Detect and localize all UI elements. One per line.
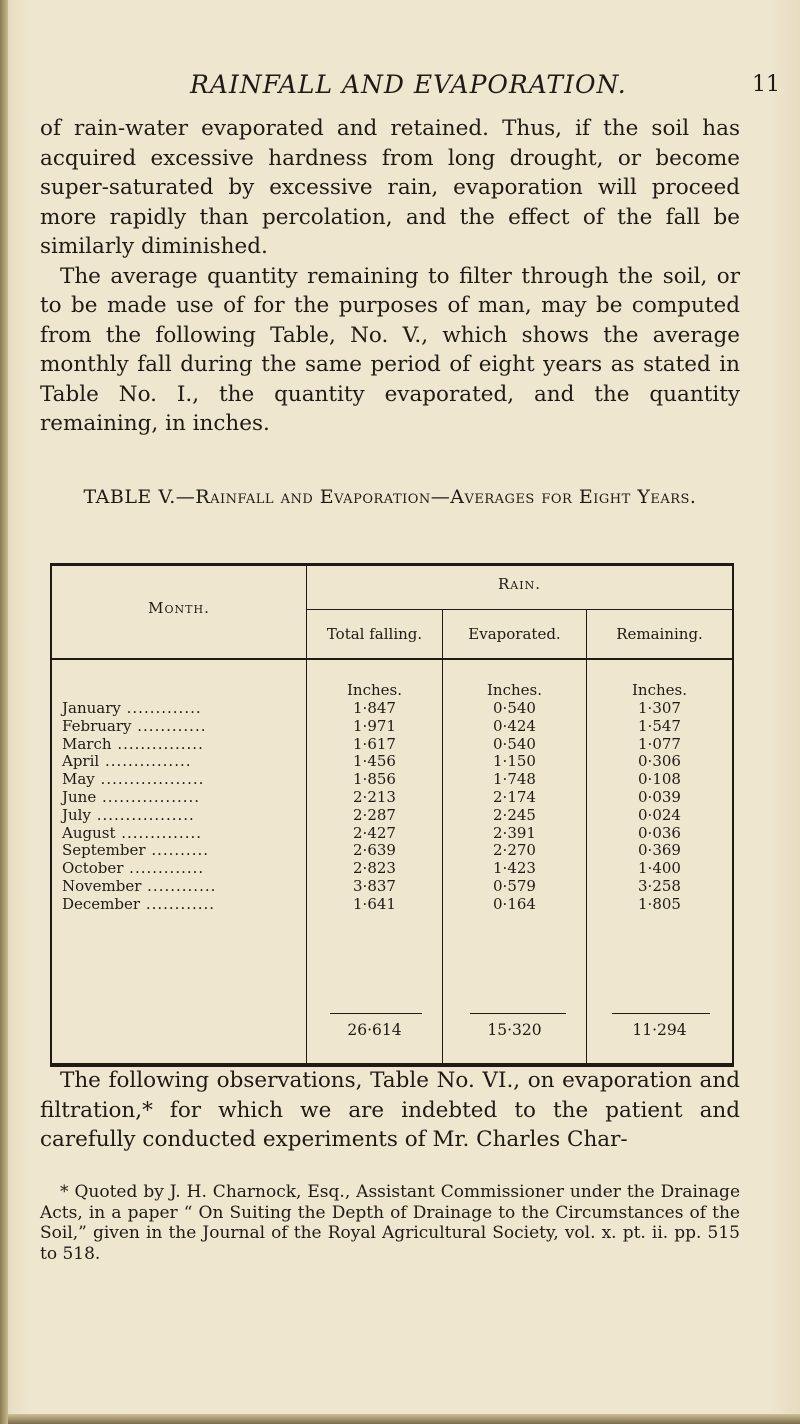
month-cell [62,825,302,843]
remaining-cell: 1·077 [638,734,681,753]
evaporated-cell: 1·748 [493,770,536,789]
total-falling-cell: 1·847 [353,699,396,717]
total-falling-cell: 2·427 [353,823,396,842]
month-column [62,680,302,914]
following-paragraph: The following observations, Table No. VI., on evaporation and filtration,* for which we are indebted to the patient and carefully conducted experiments of Mr. Charles Char- [40,1068,740,1152]
evaporated-sum: 15·320 [487,1021,542,1039]
month-cell [62,896,302,914]
remaining-unit: Inches. [632,681,687,699]
month-cell [62,736,302,754]
remaining-cell: 0·024 [638,805,681,824]
month-column-spacer [62,680,302,700]
evaporated-cell: 1·150 [493,752,536,771]
paragraph-2: The average quantity remaining to filter through the soil, or to be made use of for the purposes of man, may be computed from the following Table, No. V., which shows the average monthly fall during the same period of eight years as stated in Table No. I., the quantity evaporated, and the quantity remaining, in inches. [40,263,740,436]
remaining-cell: 0·306 [638,752,681,771]
dot-leader: ............ [141,876,217,895]
sum-rule-evaporated [470,1013,566,1014]
table-caption [40,484,740,510]
month-cell [62,771,302,789]
evaporated-unit: Inches. [487,681,542,699]
total-falling-cell: 3·837 [353,876,396,895]
remaining-cell: 0·369 [638,841,681,860]
dot-leader: ............. [123,859,205,878]
month-name: June [62,787,97,806]
dot-leader: ............. [120,699,202,717]
month-cell [62,860,302,878]
month-name: February [62,716,132,735]
rainfall-table [50,563,734,1068]
evaporated-cell: 2·174 [493,787,536,806]
remaining-cell: 1·805 [638,894,681,913]
month-cell [62,842,302,860]
month-name: March [62,734,112,753]
month-name: May [62,770,95,789]
total-falling-cell: 1·856 [353,770,396,789]
dot-leader: ............ [131,716,207,735]
total-falling-cell: 2·823 [353,859,396,878]
dot-leader: ............... [99,752,192,771]
remaining-cell: 0·108 [638,770,681,789]
evaporated-cell: 0·164 [493,894,536,913]
evaporated-cell: 2·391 [493,823,536,842]
rain-subheader-rule [306,609,734,610]
remaining-cell: 3·258 [638,876,681,895]
footnote: * Quoted by J. H. Charnock, Esq., Assistant Commissioner under the Drainage Acts, in a paper “ On Suiting the Depth of Drainage to the Circumstances of the Soil,” given in the Journal of the Royal Agricultural Society, vol. x. pt. ii. pp. 515 to 518. [40,1182,740,1264]
dot-leader: ............ [140,894,216,913]
dot-leader: .................. [94,770,205,789]
month-name: April [62,752,100,771]
evaporated-cell: 0·424 [493,716,536,735]
total-falling-cell: 1·456 [353,752,396,771]
remaining-sum: 11·294 [632,1021,687,1039]
month-name: September [62,841,146,860]
table-right-rule [732,563,734,1067]
remaining-column [587,680,732,914]
evaporated-cell: 2·270 [493,841,536,860]
page-number: 11 [752,72,780,97]
month-name: July [62,805,91,824]
evaporated-column [443,680,586,914]
month-name: October [62,859,124,878]
paragraph-1: of rain-water evaporated and retained. Thus, if the soil has acquired excessive hardness from long drought, or become super-saturated by excessive rain, evaporation will proceed more rapidly than percolation, and the effect of the fall be similarly diminished. [40,116,740,259]
month-cell [62,807,302,825]
evaporated-cell: 0·579 [493,876,536,895]
total-falling-cell: 1·617 [353,734,396,753]
dot-leader: .......... [145,841,209,860]
page-header [0,70,800,110]
sum-rule-remaining [612,1013,710,1014]
remaining-header: Remaining. [616,625,703,643]
body-text [40,114,740,439]
total-falling-cell: 2·639 [353,841,396,860]
dot-leader: ................. [96,787,201,806]
remaining-cell: 0·036 [638,823,681,842]
total-falling-cell: 2·213 [353,787,396,806]
table-caption-title: Rainfall and Evaporation—Averages for Eight Years. [195,486,697,508]
month-cell [62,718,302,736]
remaining-cell: 1·547 [638,716,681,735]
month-name: August [62,823,116,842]
table-caption-lead: TABLE V.— [83,486,196,508]
page-spine-shadow [0,0,8,1424]
total-falling-column [307,680,442,914]
total-falling-cell: 1·641 [353,894,396,913]
running-title: RAINFALL AND EVAPORATION. [190,70,627,99]
rain-header: Rain. [498,575,541,593]
evaporated-header: Evaporated. [468,625,561,643]
month-cell [62,700,302,718]
total-falling-unit: Inches. [347,681,402,699]
month-cell [62,789,302,807]
remaining-cell: 1·307 [638,699,681,717]
sum-rule-total [330,1013,422,1014]
remaining-cell: 1·400 [638,859,681,878]
table-top-rule [50,563,734,566]
total-falling-sum: 26·614 [347,1021,402,1039]
header-bottom-rule [50,658,734,660]
evaporated-cell: 0·540 [493,734,536,753]
month-name: December [62,894,141,913]
total-falling-header: Total falling. [326,625,423,643]
month-cell [62,878,302,896]
month-name: January [62,699,121,717]
evaporated-cell: 1·423 [493,859,536,878]
month-name: November [62,876,142,895]
dot-leader: .............. [115,823,203,842]
month-header: Month. [148,599,210,617]
month-cell [62,753,302,771]
dot-leader: ............... [111,734,204,753]
evaporated-cell: 0·540 [493,699,536,717]
remaining-cell: 0·039 [638,787,681,806]
total-falling-cell: 2·287 [353,805,396,824]
dot-leader: ................. [90,805,195,824]
evaporated-cell: 2·245 [493,805,536,824]
total-falling-cell: 1·971 [353,716,396,735]
table-left-rule [50,563,52,1067]
page-bottom-edge [8,1414,800,1424]
